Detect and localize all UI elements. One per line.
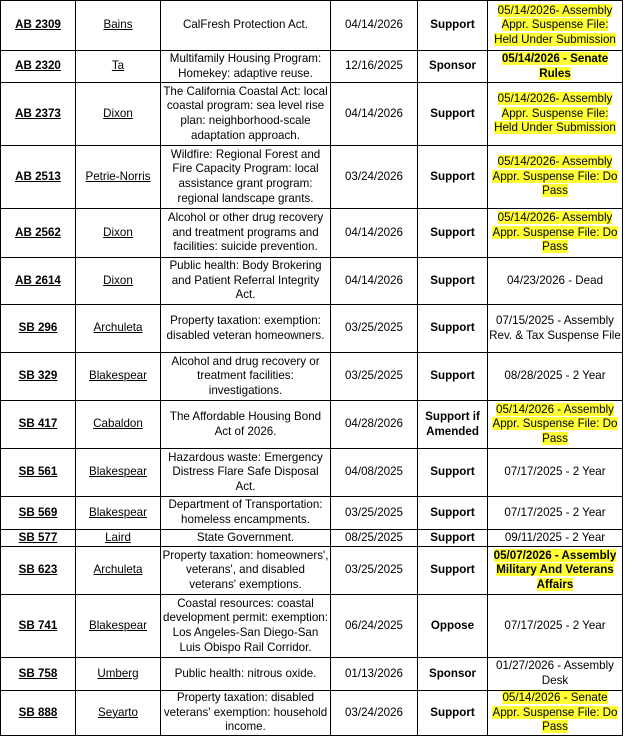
- bill-status: [488, 497, 623, 530]
- bill-title: Property taxation: exemption: disabled veteran homeowners.: [161, 305, 331, 353]
- bill-status-text: 01/27/2026 - Assembly Desk: [496, 659, 614, 687]
- position-date: 06/24/2025: [331, 595, 418, 658]
- bill-number-link[interactable]: SB 758: [1, 658, 76, 691]
- bill-status: [488, 530, 623, 547]
- bill-title: Department of Transportation: homeless encampments.: [161, 497, 331, 530]
- position: Support: [418, 691, 488, 736]
- table-row: [1, 51, 623, 83]
- author-link[interactable]: Umberg: [76, 658, 161, 691]
- table-row: [1, 449, 623, 497]
- position: Support: [418, 146, 488, 209]
- bill-number-link[interactable]: AB 2614: [1, 258, 76, 305]
- author-link[interactable]: Cabaldon: [76, 401, 161, 449]
- bill-status: [488, 305, 623, 353]
- position-date: 03/25/2025: [331, 353, 418, 401]
- position: Support: [418, 305, 488, 353]
- position: Support: [418, 1, 488, 51]
- bill-status-text: 04/23/2026 - Dead: [506, 273, 604, 287]
- position: Sponsor: [418, 51, 488, 83]
- table-row: [1, 83, 623, 146]
- position: Support: [418, 258, 488, 305]
- position-date: 03/25/2025: [331, 547, 418, 595]
- bill-status-text: 05/14/2026- Assembly Appr. Suspense File: Held Under Submission: [494, 3, 616, 46]
- position-date: 04/14/2026: [331, 209, 418, 258]
- table-row: [1, 547, 623, 595]
- author-link[interactable]: Archuleta: [76, 547, 161, 595]
- bill-number-link[interactable]: SB 569: [1, 497, 76, 530]
- position-date: 03/24/2026: [331, 691, 418, 736]
- bill-title: Public health: Body Brokering and Patient Referral Integrity Act.: [161, 258, 331, 305]
- bill-title: Alcohol and drug recovery or treatment facilities: investigations.: [161, 353, 331, 401]
- bill-title: The Affordable Housing Bond Act of 2026.: [161, 401, 331, 449]
- author-link[interactable]: Seyarto: [76, 691, 161, 736]
- bills-table-body: [1, 1, 623, 736]
- bill-status: [488, 353, 623, 401]
- position: Sponsor: [418, 658, 488, 691]
- bill-status-text: 05/14/2026- Assembly Appr. Suspense File: Held Under Submission: [494, 92, 616, 135]
- bill-status: [488, 209, 623, 258]
- bill-status: [488, 547, 623, 595]
- bill-number-link[interactable]: SB 741: [1, 595, 76, 658]
- bill-number-link[interactable]: SB 888: [1, 691, 76, 736]
- bill-title: Wildfire: Regional Forest and Fire Capacity Program: local assistance grant program: regional landscape grants.: [161, 146, 331, 209]
- position: Support: [418, 209, 488, 258]
- position-date: 04/28/2026: [331, 401, 418, 449]
- bill-status-text: 05/14/2026 - Senate Rules: [501, 51, 609, 80]
- table-row: [1, 595, 623, 658]
- table-row: [1, 305, 623, 353]
- bill-status: [488, 1, 623, 51]
- table-row: [1, 658, 623, 691]
- bill-number-link[interactable]: SB 577: [1, 530, 76, 547]
- bill-status: [488, 258, 623, 305]
- bill-title: Multifamily Housing Program: Homekey: adaptive reuse.: [161, 51, 331, 83]
- position-date: 04/14/2026: [331, 83, 418, 146]
- position: Support: [418, 497, 488, 530]
- author-link[interactable]: Blakespear: [76, 497, 161, 530]
- bill-status: [488, 401, 623, 449]
- author-link[interactable]: Blakespear: [76, 353, 161, 401]
- position-date: 03/25/2025: [331, 497, 418, 530]
- bill-title: CalFresh Protection Act.: [161, 1, 331, 51]
- bill-title: The California Coastal Act: local coastal program: sea level rise plan: neighborhood-scale adaptation approach.: [161, 83, 331, 146]
- bill-status: [488, 595, 623, 658]
- bill-status-text: 07/17/2025 - 2 Year: [504, 618, 606, 632]
- bill-number-link[interactable]: SB 561: [1, 449, 76, 497]
- author-link[interactable]: Dixon: [76, 83, 161, 146]
- position-date: 08/25/2025: [331, 530, 418, 547]
- author-link[interactable]: Blakespear: [76, 595, 161, 658]
- author-link[interactable]: Blakespear: [76, 449, 161, 497]
- bill-status-text: 07/17/2025 - 2 Year: [504, 505, 606, 519]
- bill-status: [488, 449, 623, 497]
- position: Support: [418, 353, 488, 401]
- table-row: [1, 497, 623, 530]
- bill-title: Property taxation: disabled veterans' exemption: household income.: [161, 691, 331, 736]
- bill-number-link[interactable]: AB 2309: [1, 1, 76, 51]
- bill-status: [488, 83, 623, 146]
- bill-title: State Government.: [161, 530, 331, 547]
- position-date: 04/14/2026: [331, 258, 418, 305]
- bill-status-text: 05/07/2026 - Assembly Military And Veterans Affairs: [493, 548, 617, 591]
- table-row: [1, 401, 623, 449]
- position: Oppose: [418, 595, 488, 658]
- table-row: [1, 146, 623, 209]
- bill-title: Hazardous waste: Emergency Distress Flare Safe Disposal Act.: [161, 449, 331, 497]
- bill-number-link[interactable]: SB 417: [1, 401, 76, 449]
- position-date: 04/08/2025: [331, 449, 418, 497]
- author-link[interactable]: Archuleta: [76, 305, 161, 353]
- author-link[interactable]: Laird: [76, 530, 161, 547]
- author-link[interactable]: Dixon: [76, 209, 161, 258]
- bill-status-text: 08/28/2025 - 2 Year: [504, 369, 606, 383]
- bill-number-link[interactable]: AB 2513: [1, 146, 76, 209]
- position: Support: [418, 83, 488, 146]
- position-date: 01/13/2026: [331, 658, 418, 691]
- author-link[interactable]: Bains: [76, 1, 161, 51]
- bill-status: [488, 691, 623, 736]
- position: Support: [418, 530, 488, 547]
- bill-number-link[interactable]: AB 2373: [1, 83, 76, 146]
- bill-status-text: 07/15/2025 - Assembly Rev. & Tax Suspense File: [489, 313, 621, 342]
- bill-status-text: 05/14/2026- Assembly Appr. Suspense File: Do Pass: [492, 211, 618, 254]
- bill-status-text: 05/14/2026 - Assembly Appr. Suspense File: Do Pass: [492, 402, 618, 445]
- table-row: [1, 209, 623, 258]
- table-row: [1, 691, 623, 736]
- bill-number-link[interactable]: SB 329: [1, 353, 76, 401]
- bill-status: [488, 146, 623, 209]
- position-date: 12/16/2025: [331, 51, 418, 83]
- table-row: [1, 1, 623, 51]
- table-row: [1, 258, 623, 305]
- position-date: 03/24/2026: [331, 146, 418, 209]
- bill-status: [488, 658, 623, 691]
- bill-status-text: 07/17/2025 - 2 Year: [504, 465, 606, 479]
- author-link[interactable]: Dixon: [76, 258, 161, 305]
- bill-title: Alcohol or other drug recovery and treatment programs and facilities: suicide prevention.: [161, 209, 331, 258]
- bill-status: [488, 51, 623, 83]
- position-date: 03/25/2025: [331, 305, 418, 353]
- bill-title: Public health: nitrous oxide.: [161, 658, 331, 691]
- bill-number-link[interactable]: SB 623: [1, 547, 76, 595]
- bill-status-text: 05/14/2026 - Senate Appr. Suspense File: Do Pass: [492, 691, 618, 734]
- bill-number-link[interactable]: AB 2562: [1, 209, 76, 258]
- position: Support if Amended: [418, 401, 488, 449]
- position-date: 04/14/2026: [331, 1, 418, 51]
- bill-status-text: 05/14/2026- Assembly Appr. Suspense File: Do Pass: [492, 155, 618, 198]
- table-row: [1, 353, 623, 401]
- position: Support: [418, 547, 488, 595]
- bill-status-text: 09/11/2025 - 2 Year: [504, 530, 606, 544]
- position: Support: [418, 449, 488, 497]
- bill-number-link[interactable]: SB 296: [1, 305, 76, 353]
- bill-title: Coastal resources: coastal development permit: exemption: Los Angeles-San Diego-San Luis Obispo Rail Corridor.: [161, 595, 331, 658]
- author-link[interactable]: Petrie-Norris: [76, 146, 161, 209]
- author-link[interactable]: Ta: [76, 51, 161, 83]
- bill-title: Property taxation: homeowners', veterans', and disabled veterans' exemptions.: [161, 547, 331, 595]
- table-row: [1, 530, 623, 547]
- bill-number-link[interactable]: AB 2320: [1, 51, 76, 83]
